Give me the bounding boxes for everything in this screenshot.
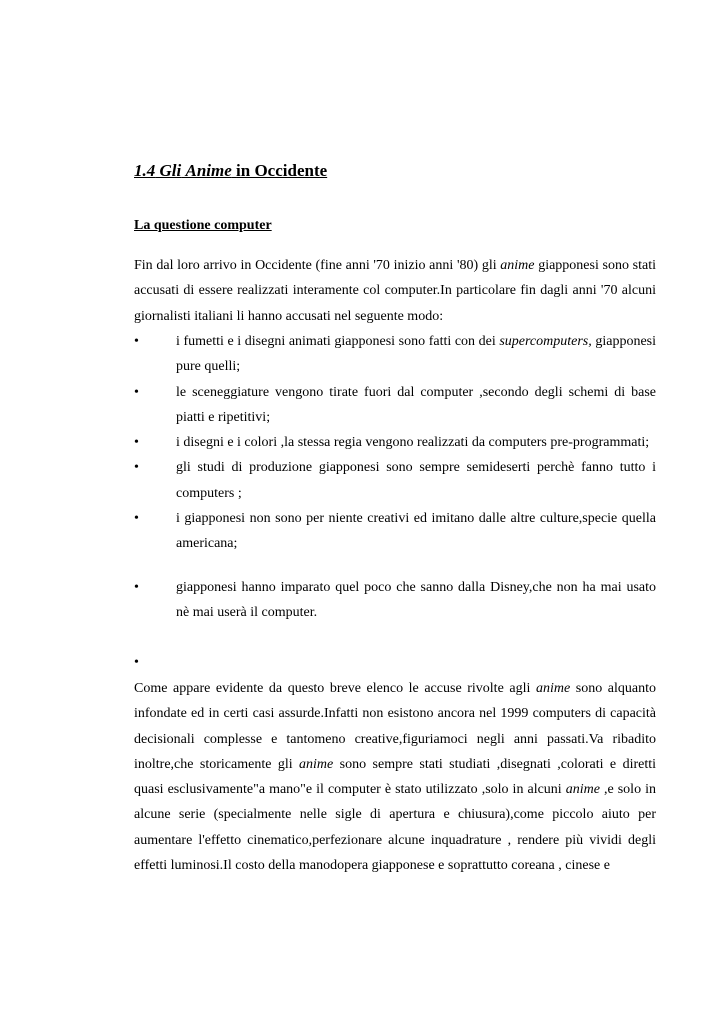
conclusion-text-2: sono alquanto infondate ed in certi casi assurde.Infatti non esistono ancora nel 1999 computers di capacità decisionali complesse e tantomeno creative,figuriamoci negli anni passati.Va ribadito inoltre,che storicamente gli — [134, 681, 657, 772]
list-item-text: i giapponesi non sono per niente creativi ed imitano dalle altre culture,specie quella americana; — [176, 511, 656, 552]
list-item — [134, 455, 656, 506]
list-item — [134, 380, 656, 431]
intro-paragraph — [134, 253, 656, 329]
conclusion-anime-2: anime — [299, 756, 334, 772]
intro-text-1: Fin dal loro arrivo in Occidente (fine anni '70 inizio anni '80) gli — [134, 258, 501, 273]
bullet-icon: • — [134, 511, 139, 527]
conclusion-text-1: Come appare evidente da questo breve elenco le accuse rivolte agli — [134, 681, 536, 696]
conclusion-text-3: sono sempre stati studiati ,disegnati ,colorati e diretti quasi esclusivamente"a mano"e il computer è stato utilizzato ,solo in alcuni — [134, 756, 656, 798]
bullet-icon: • — [134, 334, 139, 349]
list-item — [134, 430, 656, 455]
list-item-italic: supercomputers, — [499, 334, 592, 349]
list-item-text: i disegni e i colori ,la stessa regia vengono realizzati da computers pre-programmati; — [176, 435, 650, 451]
subsection-heading: La questione computer — [134, 218, 272, 233]
bullet-icon: • — [134, 384, 139, 400]
list-item — [134, 506, 656, 557]
heading-gli: Gli — [159, 161, 182, 180]
list-item-text: gli studi di produzione giapponesi sono sempre semideserti perchè fanno tutto i computers ; — [176, 460, 656, 501]
heading-anime: Anime — [185, 161, 232, 180]
conclusion-text-4: ,e solo in alcune serie (specialmente nelle sigle di apertura e chiusura),come piccolo aiuto per aumentare l'effetto cinematico,perfezionare alcune inquadrature , rendere più vividi degli effetti luminosi.Il costo della manodopera giapponese e soprattutto coreana , cinese e — [134, 782, 656, 874]
list-item-text-end: giapponesi pure quelli; — [176, 334, 656, 375]
heading-rest: in Occidente — [236, 161, 328, 180]
accusation-list — [134, 329, 656, 557]
conclusion-anime-1: anime — [535, 681, 571, 696]
bullet-icon: • — [134, 655, 139, 670]
conclusion-anime-3: anime — [565, 782, 600, 798]
bullet-icon: • — [134, 435, 139, 451]
bullet-icon: • — [134, 460, 139, 476]
section-number: 1.4 — [134, 161, 156, 180]
bullet-icon: • — [134, 580, 139, 595]
conclusion-paragraph — [134, 676, 656, 878]
intro-text-2: giapponesi sono stati accusati di essere realizzati interamente col computer.In particolare fin dagli anni '70 alcuni giornalisti italiani li hanno accusati nel seguente modo: — [134, 258, 657, 324]
list-item — [134, 329, 656, 380]
section-heading — [134, 160, 327, 182]
accusation-list-continued — [134, 575, 656, 626]
intro-anime: anime — [500, 258, 535, 273]
list-item-text: i fumetti e i disegni animati giapponesi sono fatti con dei — [176, 334, 500, 349]
list-item-text: giapponesi hanno imparato quel poco che sanno dalla Disney,che non ha mai usato nè mai userà il computer. — [176, 580, 656, 621]
list-item — [134, 575, 656, 626]
list-item-text: le sceneggiature vengono tirate fuori dal computer ,secondo degli schemi di base piatti e ripetitivi; — [176, 384, 656, 425]
